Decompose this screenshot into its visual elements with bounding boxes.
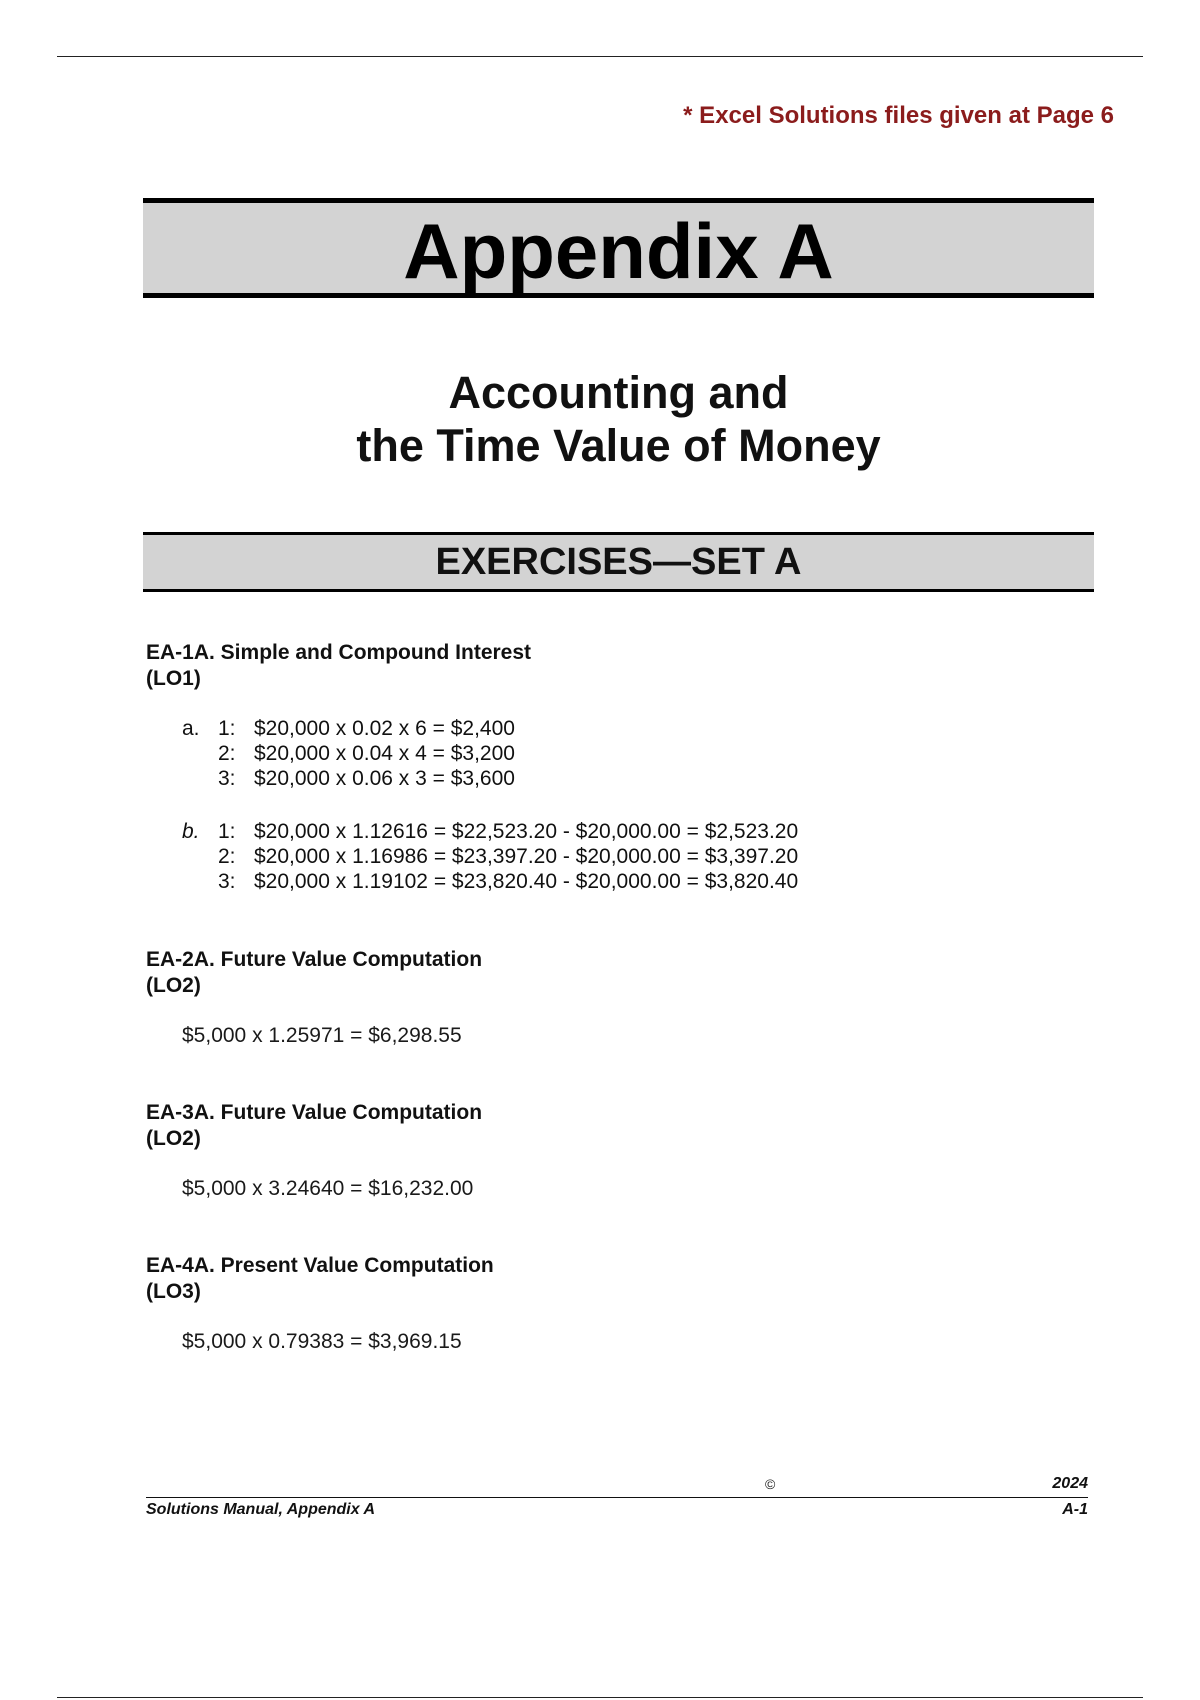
calc-text: $20,000 x 1.19102 = $23,820.40 - $20,000.00 = $3,820.40	[254, 870, 799, 893]
excel-solutions-note: * Excel Solutions files given at Page 6	[683, 102, 1114, 129]
calc-line	[218, 819, 1046, 844]
line-number: 3:	[218, 870, 236, 893]
exercise-heading	[146, 1100, 1046, 1152]
calc-line	[218, 716, 1046, 741]
line-number: 3:	[218, 767, 236, 790]
line-number: 2:	[218, 845, 236, 868]
exercises-section-title: EXERCISES—SET A	[435, 541, 802, 583]
chapter-subtitle	[143, 366, 1094, 472]
page-number: A-1	[1062, 1501, 1088, 1518]
exercise-heading	[146, 947, 1046, 999]
calc-text: $20,000 x 1.16986 = $23,397.20 - $20,000.00 = $3,397.20	[254, 845, 799, 868]
exercise-ea-1a	[146, 640, 1046, 894]
part-letter: a.	[182, 717, 200, 740]
exercise-title: EA-3A. Future Value Computation	[146, 1101, 483, 1124]
exercises-section-band	[143, 532, 1094, 592]
learning-objective: (LO2)	[146, 1127, 201, 1150]
calc-line	[218, 741, 1046, 766]
line-number: 1:	[218, 717, 236, 740]
exercise-part-b	[182, 819, 1046, 894]
calc-text: $5,000 x 3.24640 = $16,232.00	[182, 1177, 474, 1200]
learning-objective: (LO3)	[146, 1280, 201, 1303]
learning-objective: (LO2)	[146, 974, 201, 997]
subtitle-line-2: the Time Value of Money	[356, 420, 881, 471]
part-letter: b.	[182, 820, 200, 843]
footer-rule	[146, 1497, 1088, 1498]
calc-text: $20,000 x 0.06 x 3 = $3,600	[254, 767, 515, 790]
exercise-ea-4a	[146, 1253, 1046, 1354]
calc-line	[218, 766, 1046, 791]
page-top-rule	[57, 56, 1143, 57]
line-number: 2:	[218, 742, 236, 765]
calc-text: $20,000 x 1.12616 = $22,523.20 - $20,000.00 = $2,523.20	[254, 820, 799, 843]
appendix-title-band	[143, 198, 1094, 298]
exercise-title: EA-4A. Present Value Computation	[146, 1254, 494, 1277]
footer-year: 2024	[1052, 1475, 1088, 1492]
line-number: 1:	[218, 820, 236, 843]
exercise-part-a	[182, 716, 1046, 791]
page-bottom-rule	[57, 1697, 1143, 1698]
calc-text: $20,000 x 0.04 x 4 = $3,200	[254, 742, 515, 765]
exercise-ea-3a	[146, 1100, 1046, 1201]
exercise-title: EA-2A. Future Value Computation	[146, 948, 483, 971]
subtitle-line-1: Accounting and	[448, 367, 789, 418]
exercise-heading	[146, 640, 1046, 692]
learning-objective: (LO1)	[146, 667, 201, 690]
exercise-ea-2a	[146, 947, 1046, 1048]
calc-text: $5,000 x 0.79383 = $3,969.15	[182, 1330, 462, 1353]
exercise-heading	[146, 1253, 1046, 1305]
calc-line	[218, 844, 1046, 869]
appendix-title: Appendix A	[403, 207, 834, 295]
calc-text: $20,000 x 0.02 x 6 = $2,400	[254, 717, 515, 740]
calc-line	[218, 869, 1046, 894]
exercise-title: EA-1A. Simple and Compound Interest	[146, 641, 532, 664]
calc-text: $5,000 x 1.25971 = $6,298.55	[182, 1024, 462, 1047]
copyright-symbol: ©	[765, 1476, 776, 1492]
footer-manual-title: Solutions Manual, Appendix A	[146, 1501, 376, 1518]
